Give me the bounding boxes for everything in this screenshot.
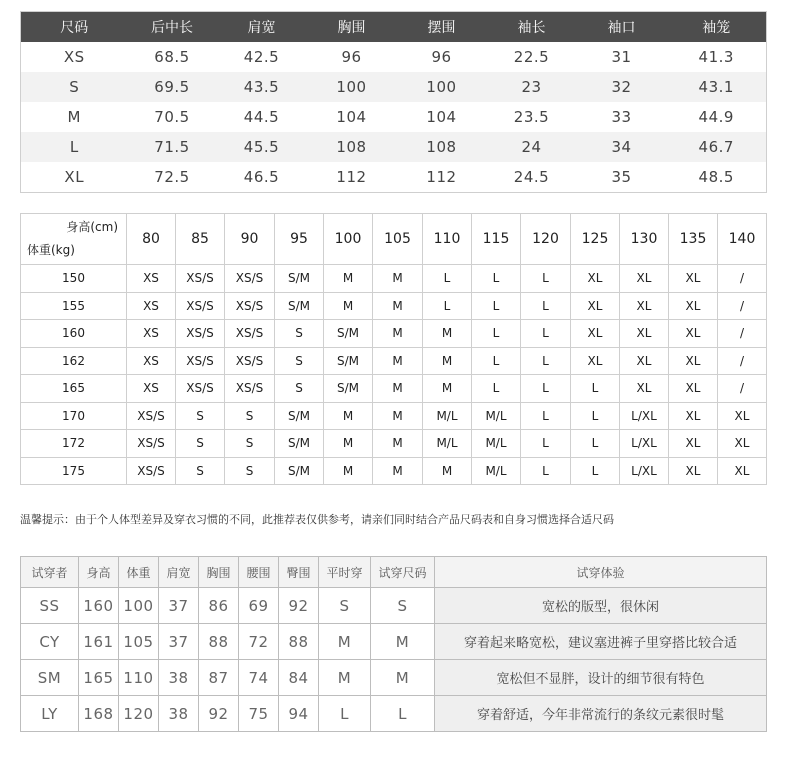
table-row [21, 696, 767, 732]
recommended-size-cell: XS/S [225, 375, 275, 403]
size-recommend-table [20, 213, 767, 485]
tryon-value-cell: LY [21, 696, 79, 732]
recommended-size-cell: XS/S [176, 375, 225, 403]
measurement-cell: 72.5 [154, 168, 190, 186]
measurement-cell: 100 [307, 72, 397, 102]
recommended-size-cell: XL [620, 292, 669, 320]
recommended-size-cell: S/M [324, 347, 373, 375]
recommended-size-cell: S [275, 375, 324, 403]
tryon-value-cell: M [371, 660, 435, 696]
table-row [21, 660, 767, 696]
height-header-cell: 115 [472, 214, 521, 265]
weight-cell: 155 [21, 292, 127, 320]
recommended-size-cell: L [472, 265, 521, 293]
tryon-value-cell: S [371, 588, 435, 624]
recommended-size-cell: M [373, 375, 423, 403]
table-row [21, 292, 767, 320]
tryon-header-cell: 试穿尺码 [371, 557, 435, 588]
table-row [21, 42, 767, 72]
recommended-size-cell: L [472, 375, 521, 403]
table-row [21, 102, 767, 132]
tryon-value-cell: M [319, 660, 371, 696]
recommended-size-cell: L [521, 265, 571, 293]
tryon-value-cell: M [319, 624, 371, 660]
tryon-value-cell: 69 [239, 588, 279, 624]
tryon-value-cell: 88 [199, 624, 239, 660]
recommended-size-cell: M [423, 457, 472, 485]
tryon-value-cell: 38 [159, 660, 199, 696]
tryon-value-cell: 92 [199, 696, 239, 732]
height-header-cell: 120 [521, 214, 571, 265]
height-header-cell: 105 [373, 214, 423, 265]
measurement-cell: 100 [397, 72, 487, 102]
measurement-cell: 71.5 [128, 132, 217, 162]
weight-cell: 165 [21, 375, 127, 403]
size-table [20, 11, 767, 193]
measurement-cell: 34 [577, 132, 667, 162]
size-table-header-cell: 肩宽 [217, 12, 307, 43]
recommended-size-cell: XL [718, 457, 767, 485]
tryon-value-cell: 74 [239, 660, 279, 696]
measurement-cell: 43.5 [217, 72, 307, 102]
recommended-size-cell: L [571, 402, 620, 430]
recommend-table-body [21, 265, 767, 485]
tryon-value-cell: 160 [79, 588, 119, 624]
height-header-cell: 130 [620, 214, 669, 265]
recommended-size-cell: S/M [324, 320, 373, 348]
recommended-size-cell: M [324, 292, 373, 320]
tryon-value-cell: CY [21, 624, 79, 660]
table-row [21, 347, 767, 375]
recommended-size-cell: M/L [472, 457, 521, 485]
tryon-experience-cell: 穿着舒适，今年非常流行的条纹元素很时髦 [435, 696, 767, 732]
measurement-cell: 112 [336, 168, 367, 186]
table-row [21, 588, 767, 624]
tryon-experience-cell: 宽松的版型，很休闲 [435, 588, 767, 624]
measurement-cell: 46.5 [243, 168, 280, 186]
tryon-header-cell: 胸围 [199, 557, 239, 588]
measurement-cell: 69.5 [128, 72, 217, 102]
measurement-cell: 24.5 [513, 168, 550, 186]
height-header-cell: 125 [571, 214, 620, 265]
tryon-table [20, 556, 767, 732]
size-table-body [21, 42, 767, 193]
recommended-size-cell: XL [571, 292, 620, 320]
measurement-cell: 108 [307, 132, 397, 162]
tryon-experience-cell: 穿着起来略宽松，建议塞进裤子里穿搭比较合适 [435, 624, 767, 660]
recommended-size-cell: S [275, 347, 324, 375]
table-row [21, 375, 767, 403]
recommended-size-cell: XL [669, 292, 718, 320]
recommended-size-cell: S/M [275, 265, 324, 293]
tryon-value-cell: SS [21, 588, 79, 624]
recommended-size-cell: M [324, 430, 373, 458]
measurement-cell: 112 [426, 168, 457, 186]
height-axis-label: 身高(cm) [66, 220, 118, 234]
size-table-header-cell: 袖笼 [667, 12, 767, 43]
recommended-size-cell: L/XL [620, 402, 669, 430]
recommended-size-cell: XL [669, 375, 718, 403]
tryon-header-cell: 肩宽 [159, 557, 199, 588]
recommended-size-cell: L [472, 347, 521, 375]
size-label-cell: L [21, 132, 128, 162]
tryon-value-cell: 84 [279, 660, 319, 696]
recommended-size-cell: XS/S [127, 402, 176, 430]
tryon-table-body [21, 588, 767, 732]
recommended-size-cell: M [373, 402, 423, 430]
recommended-size-cell: XS/S [176, 347, 225, 375]
recommended-size-cell: XL [669, 430, 718, 458]
measurement-cell: 96 [431, 48, 452, 66]
recommended-size-cell: XL [669, 457, 718, 485]
recommended-size-cell: M [373, 320, 423, 348]
tryon-experience-cell: 宽松但不显胖，设计的细节很有特色 [435, 660, 767, 696]
tryon-value-cell: 37 [159, 588, 199, 624]
tryon-header-cell: 试穿体验 [435, 557, 767, 588]
recommended-size-cell: L/XL [620, 457, 669, 485]
recommended-size-cell: XS [127, 292, 176, 320]
size-label-cell: XL [64, 168, 85, 186]
measurement-cell: 96 [341, 48, 362, 66]
weight-cell: 162 [21, 347, 127, 375]
height-header-cell: 95 [275, 214, 324, 265]
height-header-cell: 135 [669, 214, 718, 265]
height-header-cell: 110 [423, 214, 472, 265]
tryon-value-cell: S [319, 588, 371, 624]
recommended-size-cell: L [423, 265, 472, 293]
tryon-value-cell: 110 [119, 660, 159, 696]
recommended-size-cell: XL [571, 347, 620, 375]
recommended-size-cell: L [571, 457, 620, 485]
recommended-size-cell: M [324, 402, 373, 430]
measurement-cell: 24 [487, 132, 577, 162]
recommended-size-cell: XL [669, 347, 718, 375]
recommended-size-cell: M [324, 265, 373, 293]
recommended-size-cell: XL [620, 347, 669, 375]
size-table-header-cell: 袖口 [577, 12, 667, 43]
size-label-cell: M [67, 108, 81, 126]
recommended-size-cell: L [571, 375, 620, 403]
recommended-size-cell: / [718, 375, 767, 403]
recommended-size-cell: L [423, 292, 472, 320]
weight-cell: 160 [21, 320, 127, 348]
recommended-size-cell: XL [718, 430, 767, 458]
recommended-size-cell: L [472, 292, 521, 320]
size-table-header [21, 12, 767, 43]
recommended-size-cell: M/L [472, 402, 521, 430]
size-table-header-cell: 胸围 [307, 12, 397, 43]
tryon-value-cell: 92 [279, 588, 319, 624]
measurement-cell: 104 [336, 108, 367, 126]
table-row [21, 265, 767, 293]
recommended-size-cell: XS/S [225, 265, 275, 293]
recommended-size-cell: M/L [423, 430, 472, 458]
recommended-size-cell: XL [669, 320, 718, 348]
recommended-size-cell: XL [620, 265, 669, 293]
recommended-size-cell: XL [620, 320, 669, 348]
table-row [21, 132, 767, 162]
recommended-size-cell: / [718, 265, 767, 293]
recommended-size-cell: S [176, 457, 225, 485]
recommended-size-cell: M [373, 347, 423, 375]
size-table-header-cell: 摆围 [397, 12, 487, 43]
tryon-value-cell: L [319, 696, 371, 732]
recommended-size-cell: XL [571, 320, 620, 348]
recommended-size-cell: XS/S [176, 265, 225, 293]
recommended-size-cell: M [423, 320, 472, 348]
recommended-size-cell: / [718, 320, 767, 348]
table-row [21, 72, 767, 102]
recommended-size-cell: L [521, 375, 571, 403]
recommended-size-cell: L/XL [620, 430, 669, 458]
recommend-header-row [21, 214, 767, 265]
recommended-size-cell: XS/S [127, 457, 176, 485]
recommended-size-cell: L [521, 347, 571, 375]
measurement-cell: 44.5 [243, 108, 280, 126]
measurement-cell: 108 [397, 132, 487, 162]
recommended-size-cell: L [521, 430, 571, 458]
height-header-cell: 80 [127, 214, 176, 265]
tryon-header-cell: 平时穿 [319, 557, 371, 588]
recommended-size-cell: M [373, 457, 423, 485]
tryon-value-cell: 105 [119, 624, 159, 660]
table-row [21, 320, 767, 348]
recommended-size-cell: S [225, 402, 275, 430]
tryon-header-cell: 身高 [79, 557, 119, 588]
measurement-cell: 104 [426, 108, 457, 126]
recommended-size-cell: XL [669, 265, 718, 293]
tryon-value-cell: 87 [199, 660, 239, 696]
measurement-cell: 23.5 [513, 108, 550, 126]
tryon-header-cell: 臀围 [279, 557, 319, 588]
table-row [21, 402, 767, 430]
recommended-size-cell: M [423, 347, 472, 375]
recommended-size-cell: XS [127, 347, 176, 375]
size-table-header-cell: 袖长 [487, 12, 577, 43]
tryon-value-cell: 37 [159, 624, 199, 660]
recommend-corner-cell [21, 214, 127, 265]
measurement-cell: 46.7 [667, 132, 767, 162]
tryon-value-cell: 86 [199, 588, 239, 624]
measurement-cell: 23 [487, 72, 577, 102]
recommended-size-cell: XL [620, 375, 669, 403]
tryon-value-cell: M [371, 624, 435, 660]
recommended-size-cell: M [373, 292, 423, 320]
recommended-size-cell: L [521, 320, 571, 348]
tryon-value-cell: 168 [79, 696, 119, 732]
size-tip-note: 温馨提示：由于个人体型差异及穿衣习惯的不同，此推荐表仅供参考，请亲们同时结合产品尺码表和自身习惯选择合适尺码 [20, 513, 614, 526]
recommended-size-cell: XL [718, 402, 767, 430]
tryon-value-cell: L [371, 696, 435, 732]
table-row [21, 624, 767, 660]
recommended-size-cell: XS [127, 320, 176, 348]
measurement-cell: 70.5 [154, 108, 190, 126]
tryon-value-cell: 161 [79, 624, 119, 660]
measurement-cell: 44.9 [698, 108, 734, 126]
tryon-value-cell: 75 [239, 696, 279, 732]
measurement-cell: 68.5 [154, 48, 190, 66]
recommended-size-cell: XS/S [127, 430, 176, 458]
measurement-cell: 32 [577, 72, 667, 102]
tryon-value-cell: 100 [119, 588, 159, 624]
tryon-value-cell: 38 [159, 696, 199, 732]
recommended-size-cell: M [324, 457, 373, 485]
weight-cell: 172 [21, 430, 127, 458]
measurement-cell: 22.5 [513, 48, 550, 66]
recommended-size-cell: L [472, 320, 521, 348]
weight-axis-label: 体重(kg) [27, 243, 75, 257]
recommended-size-cell: XS/S [225, 320, 275, 348]
tryon-value-cell: 120 [119, 696, 159, 732]
recommended-size-cell: / [718, 292, 767, 320]
measurement-cell: 41.3 [698, 48, 734, 66]
recommended-size-cell: M [373, 265, 423, 293]
tryon-value-cell: 88 [279, 624, 319, 660]
measurement-cell: 43.1 [667, 72, 767, 102]
recommended-size-cell: M/L [423, 402, 472, 430]
tryon-header-cell: 腰围 [239, 557, 279, 588]
tryon-header-row [21, 557, 767, 588]
tryon-value-cell: 165 [79, 660, 119, 696]
recommended-size-cell: L [521, 292, 571, 320]
recommended-size-cell: S/M [275, 430, 324, 458]
recommended-size-cell: / [718, 347, 767, 375]
size-label-cell: XS [63, 48, 85, 66]
measurement-cell: 42.5 [243, 48, 280, 66]
recommended-size-cell: M [373, 430, 423, 458]
recommended-size-cell: M/L [472, 430, 521, 458]
recommended-size-cell: L [571, 430, 620, 458]
recommended-size-cell: XS/S [176, 292, 225, 320]
table-row [21, 457, 767, 485]
height-header-cell: 140 [718, 214, 767, 265]
recommended-size-cell: S/M [275, 402, 324, 430]
measurement-cell: 48.5 [698, 168, 734, 186]
recommended-size-cell: XS/S [225, 347, 275, 375]
recommended-size-cell: S/M [275, 457, 324, 485]
height-header-cell: 90 [225, 214, 275, 265]
size-table-header-cell: 后中长 [128, 12, 217, 43]
size-label-cell: S [21, 72, 128, 102]
recommended-size-cell: S/M [324, 375, 373, 403]
weight-cell: 175 [21, 457, 127, 485]
measurement-cell: 45.5 [217, 132, 307, 162]
recommended-size-cell: S [275, 320, 324, 348]
tryon-header-cell: 体重 [119, 557, 159, 588]
recommended-size-cell: XL [571, 265, 620, 293]
measurement-cell: 35 [611, 168, 632, 186]
recommended-size-cell: S [176, 430, 225, 458]
height-header-cell: 85 [176, 214, 225, 265]
table-row [21, 430, 767, 458]
recommended-size-cell: S/M [275, 292, 324, 320]
recommended-size-cell: XL [669, 402, 718, 430]
recommended-size-cell: XS [127, 375, 176, 403]
recommended-size-cell: XS/S [225, 292, 275, 320]
measurement-cell: 31 [611, 48, 632, 66]
tryon-value-cell: 94 [279, 696, 319, 732]
recommended-size-cell: L [521, 457, 571, 485]
tryon-header-cell: 试穿者 [21, 557, 79, 588]
height-header-cell: 100 [324, 214, 373, 265]
recommended-size-cell: XS [127, 265, 176, 293]
recommended-size-cell: XS/S [176, 320, 225, 348]
recommended-size-cell: S [225, 430, 275, 458]
measurement-cell: 33 [611, 108, 632, 126]
weight-cell: 150 [21, 265, 127, 293]
table-row [21, 162, 767, 193]
recommended-size-cell: M [423, 375, 472, 403]
tryon-value-cell: 72 [239, 624, 279, 660]
recommended-size-cell: L [521, 402, 571, 430]
tryon-value-cell: SM [21, 660, 79, 696]
weight-cell: 170 [21, 402, 127, 430]
size-table-header-cell: 尺码 [21, 12, 128, 43]
recommended-size-cell: S [176, 402, 225, 430]
recommended-size-cell: S [225, 457, 275, 485]
